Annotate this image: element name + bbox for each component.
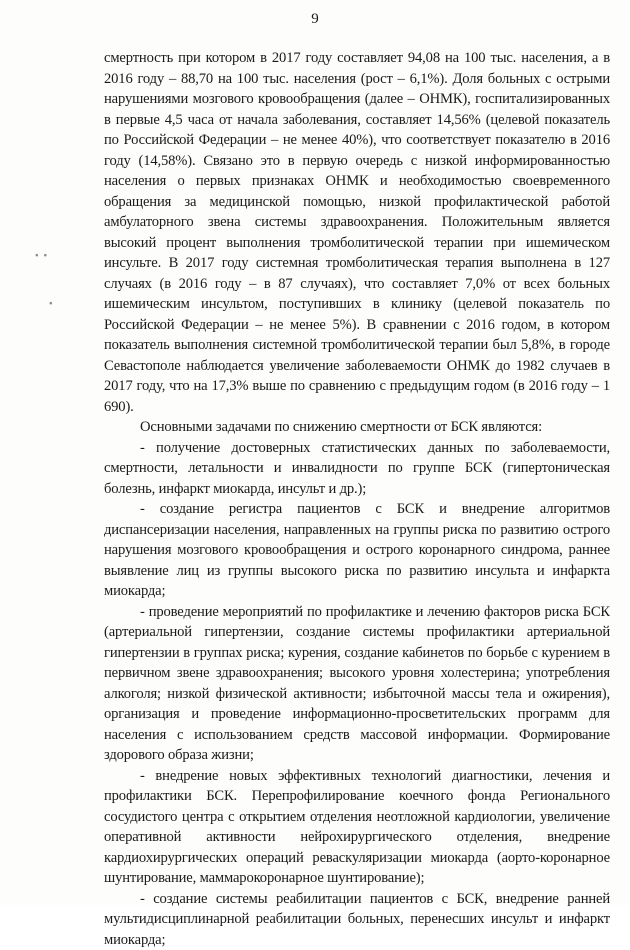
list-item-statistics: - получение достоверных статистических данных по заболеваемости, смертности, летальности и инвалидности по группе БСК (гипертоническая болезнь, инфаркт миокарда, инсульт и др.); bbox=[104, 438, 610, 500]
scan-artifact: ∙ ∙ bbox=[34, 252, 48, 261]
paragraph-mortality-onmk: смертность при котором в 2017 году составляет 94,08 на 100 тыс. населения, а в 2016 году – 88,70 на 100 тыс. населения (рост – 6,1%). Доля больных с острыми нарушениями мозгового кровообращения (далее – ОНМК), госпитализированных в первые 4,5 часа от начала заболевания, составляет 14,56% (целевой показатель по Российской Федерации – не менее 40%), что соответствует показателю в 2016 году (14,58%). Связано это в первую очередь с низкой информированностью населения о первых признаках ОНМК и необходимостью своевременного обращения за медицинской помощью, низкой профилактической работой амбулаторного звена системы здравоохранения. Положительным является высокий процент выполнения тромболитической терапии при ишемическом инсульте. В 2017 году системная тромболитическая терапия выполнена в 127 случаях (в 2016 году – в 87 случаях), что составляет 7,0% от всех больных ишемическим инсультом, поступивших в клинику (целевой показатель по Российской Федерации – не менее 5%). В сравнении с 2016 годом, в котором показатель выполнения системной тромболитической терапии был 5,8%, в городе Севастополе наблюдается увеличение заболеваемости ОНМК до 1982 случаев в 2017 году, что на 17,3% выше по сравнению с предыдущим годом (в 2016 году – 1 690). bbox=[104, 48, 610, 417]
list-item-technologies: - внедрение новых эффективных технологий диагностики, лечения и профилактики БСК. Перепрофилирование коечного фонда Регионального сосудистого центра с открытием отделения неотложной кардиологии, увеличение оперативной активности нейрохирургического отделения, внедрение кардиохирургических операций реваскуляризации миокарда (аорто-коронарное шунтирование, маммарокоронарное шунтирование); bbox=[104, 766, 610, 889]
body-text bbox=[104, 48, 610, 950]
list-item-registry: - создание регистра пациентов с БСК и внедрение алгоритмов диспансеризации населения, направленных на группы риска по развитию острого нарушения мозгового кровообращения и острого коронарного синдрома, раннее выявление лиц из группы высокого риска по развитию инсульта и инфаркта миокарда; bbox=[104, 499, 610, 602]
list-item-rehabilitation: - создание системы реабилитации пациентов с БСК, внедрение ранней мультидисциплинарной реабилитации больных, перенесших инсульт и инфаркт миокарда; bbox=[104, 889, 610, 950]
list-item-prevention: - проведение мероприятий по профилактике и лечению факторов риска БСК (артериальной гипертензии, создание системы профилактики артериальной гипертензии в группах риска; курения, создание кабинетов по борьбе с курением в первичном звене здравоохранения; высокого уровня холестерина; употребления алкоголя; низкой физической активности; избыточной массы тела и ожирения), организация и проведение информационно-просветительских программ для населения с использованием средств массовой информации. Формирование здорового образа жизни; bbox=[104, 602, 610, 766]
paragraph-main-tasks: Основными задачами по снижению смертности от БСК являются: bbox=[104, 417, 610, 438]
scan-artifact: ∙ bbox=[48, 300, 54, 309]
page-number: 9 bbox=[0, 10, 630, 28]
